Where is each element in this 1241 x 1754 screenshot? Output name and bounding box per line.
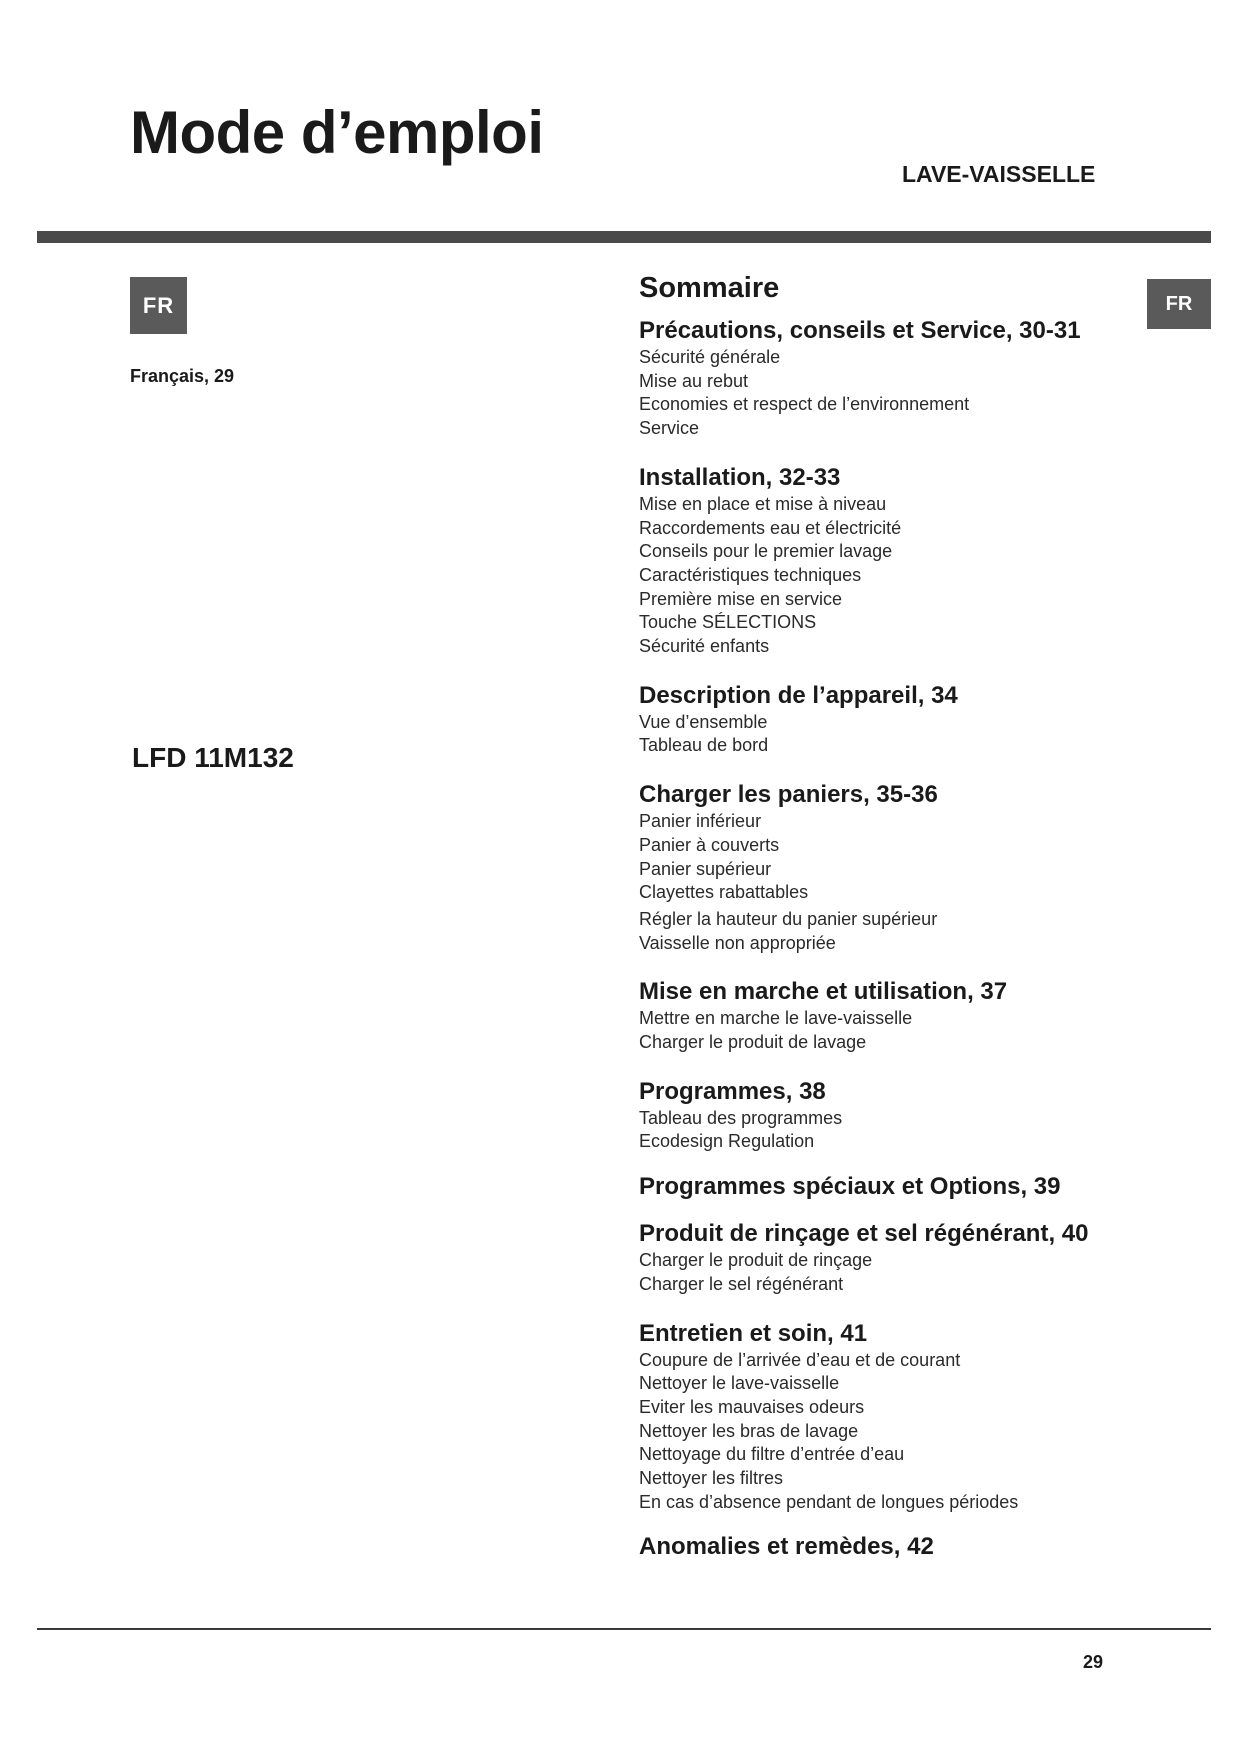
toc-item: Service: [639, 418, 700, 439]
toc-item: Panier supérieur: [639, 858, 772, 879]
toc-section: [639, 1172, 1139, 1202]
toc-item: Mise en place et mise à niveau: [639, 493, 887, 514]
toc-section-title: Précautions, conseils et Service, 30-31: [639, 317, 1081, 344]
toc-section-title: Charger les paniers, 35-36: [639, 781, 938, 809]
document-title: Mode d’emploi: [130, 99, 544, 166]
toc-section: [639, 1077, 1139, 1154]
toc-section-title: Entretien et soin, 41: [639, 1319, 868, 1347]
toc-section-title: Installation, 32-33: [639, 463, 841, 491]
toc-item: Charger le produit de lavage: [639, 1032, 867, 1053]
toc-section-title: Produit de rinçage et sel régénérant, 40: [639, 1220, 1089, 1248]
toc-item: Caractéristiques techniques: [639, 564, 862, 585]
toc-item: Régler la hauteur du panier supérieur: [639, 908, 938, 929]
product-type: LAVE-VAISSELLE: [902, 161, 1096, 187]
toc-item: Clayettes rabattables: [639, 882, 809, 903]
header-divider: [37, 231, 1211, 243]
toc-section-title: Description de l’appareil, 34: [639, 681, 958, 709]
model-number: LFD 11M132: [132, 742, 294, 773]
toc-item: Coupure de l’arrivée d’eau et de courant: [639, 1349, 961, 1370]
toc-item: Panier inférieur: [639, 811, 762, 832]
toc-item: Panier à couverts: [639, 834, 780, 855]
toc-item: Ecodesign Regulation: [639, 1131, 815, 1152]
toc-item: Raccordements eau et électricité: [639, 517, 902, 538]
toc-section-title: Anomalies et remèdes, 42: [639, 1532, 934, 1560]
language-tab-right: FR: [1147, 279, 1211, 329]
page-number: 29: [1083, 1652, 1104, 1672]
toc-item: Nettoyer les filtres: [639, 1468, 784, 1489]
toc-section-title: Programmes, 38: [639, 1077, 826, 1105]
language-badge-left: FR: [130, 277, 187, 334]
language-page-ref: Français, 29: [130, 366, 235, 386]
toc-section-title: Programmes spéciaux et Options, 39: [639, 1173, 1061, 1201]
toc-section-title: Mise en marche et utilisation, 37: [639, 978, 1008, 1006]
toc-item: En cas d’absence pendant de longues périodes: [639, 1491, 1019, 1512]
toc-item: Mise au rebut: [639, 370, 749, 391]
toc-heading: Sommaire: [639, 272, 780, 304]
toc-item: Tableau de bord: [639, 735, 769, 756]
toc-item: Première mise en service: [639, 588, 843, 609]
toc-item: Touche SÉLECTIONS: [639, 612, 817, 633]
footer-divider: [37, 1628, 1211, 1630]
toc-item: Tableau des programmes: [639, 1107, 843, 1128]
toc-item: Economies et respect de l’environnement: [639, 394, 970, 415]
toc-section: [639, 977, 1139, 1054]
toc-item: Vue d’ensemble: [639, 711, 768, 732]
toc-section: [639, 1219, 1139, 1296]
toc-item: Charger le sel régénérant: [639, 1273, 844, 1294]
toc-section: [639, 681, 1139, 758]
toc-item: Sécurité enfants: [639, 636, 770, 657]
toc-item: Nettoyage du filtre d’entrée d’eau: [639, 1444, 905, 1465]
toc-section: [639, 1532, 1139, 1562]
toc-item: Nettoyer les bras de lavage: [639, 1420, 859, 1441]
toc-item: Mettre en marche le lave-vaisselle: [639, 1008, 913, 1029]
toc-item: Vaisselle non appropriée: [639, 932, 836, 953]
toc-section: [639, 316, 1139, 441]
table-of-contents: [639, 272, 1139, 1562]
toc-item: Sécurité générale: [639, 347, 781, 367]
toc-item: Eviter les mauvaises odeurs: [639, 1396, 865, 1417]
toc-item: Charger le produit de rinçage: [639, 1250, 873, 1271]
toc-section: [639, 463, 1139, 659]
toc-section: [639, 1319, 1139, 1515]
toc-item: Conseils pour le premier lavage: [639, 541, 893, 562]
toc-item: Nettoyer le lave-vaisselle: [639, 1373, 840, 1394]
toc-section: [639, 780, 1139, 955]
